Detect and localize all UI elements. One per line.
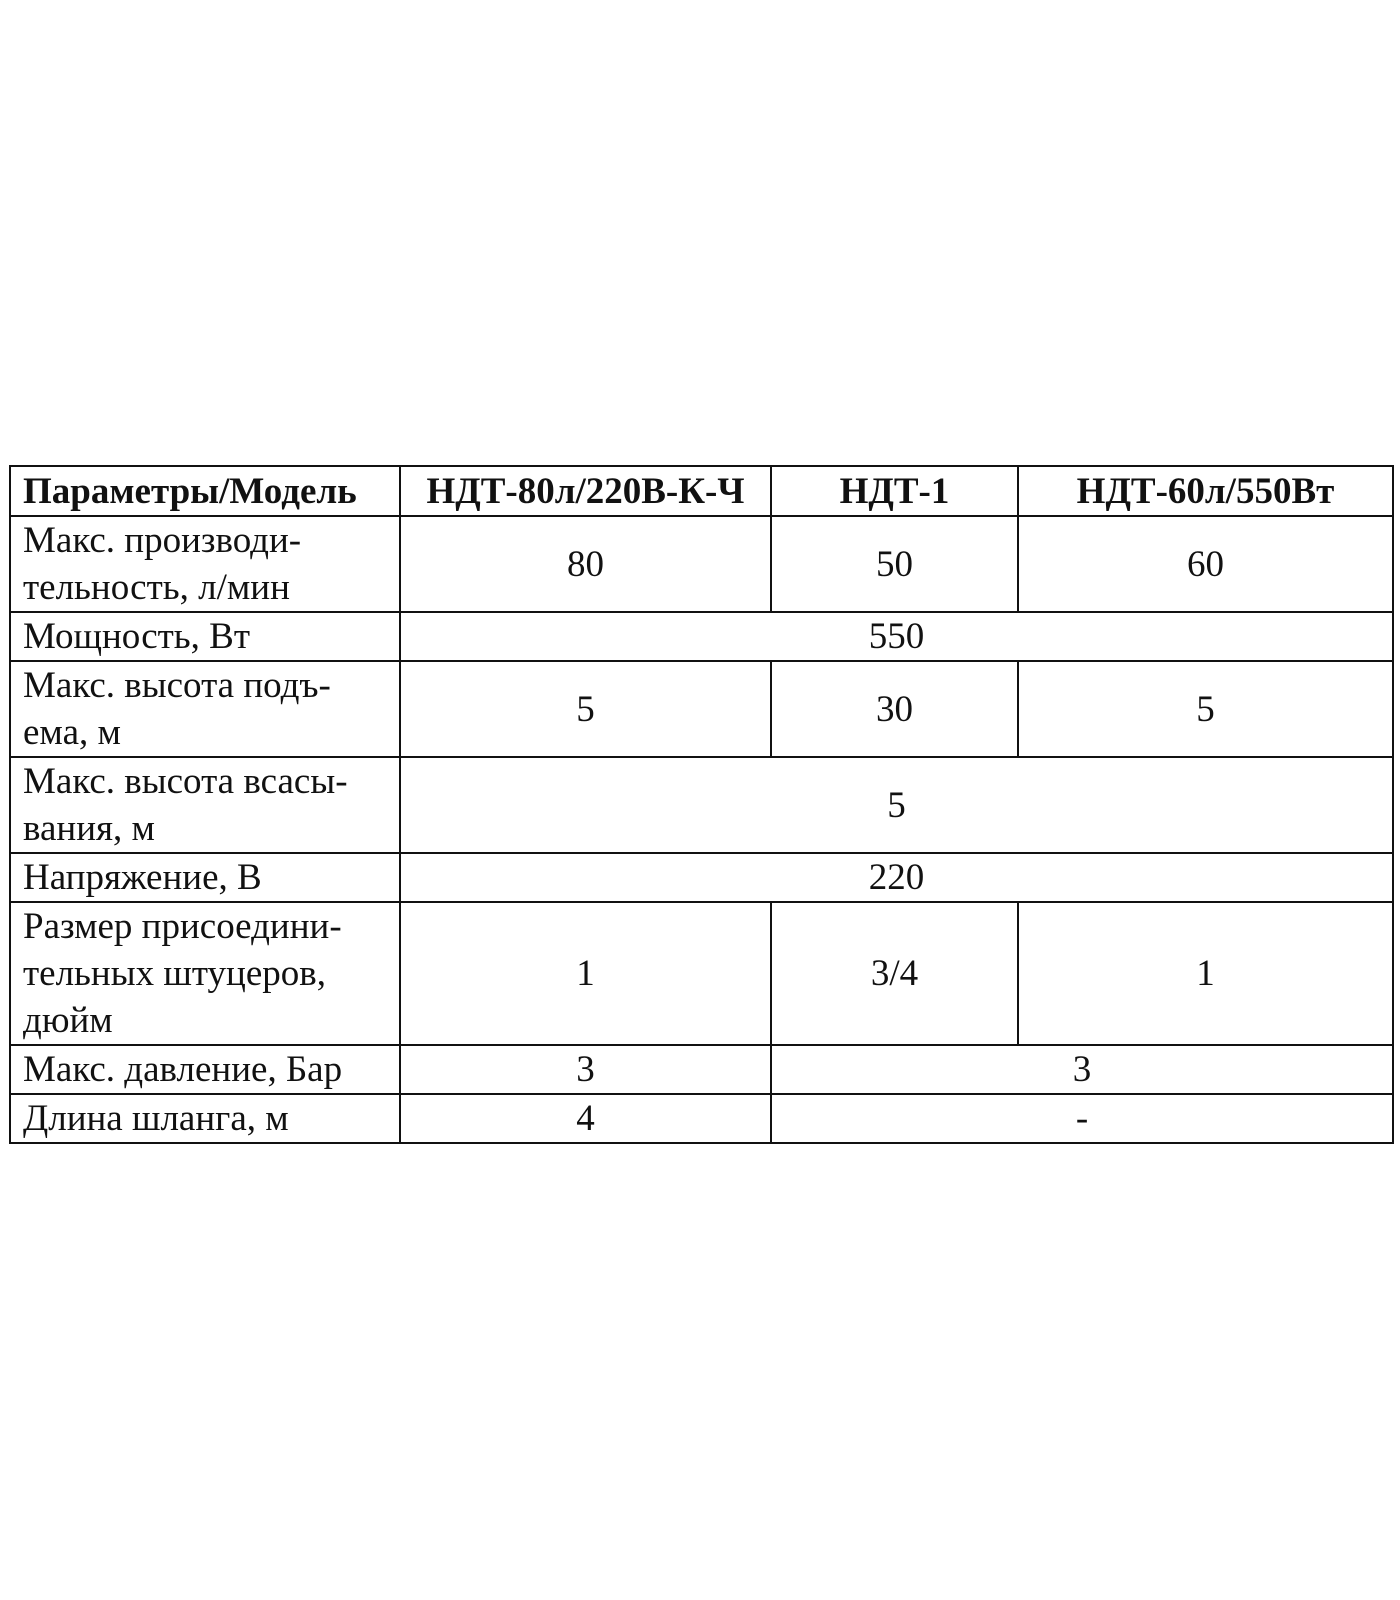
value-cell-merged: 550 (400, 612, 1393, 661)
header-model-ndt-1: НДТ-1 (771, 466, 1018, 516)
param-cell (10, 661, 400, 757)
param-text: тельность, л/мин (23, 567, 290, 608)
table-row (10, 516, 1393, 612)
param-text: Макс. высота подъ- (23, 665, 331, 706)
header-model-ndt-80: НДТ-80л/220В-К-Ч (400, 466, 771, 516)
value-cell: 5 (400, 661, 771, 757)
table-row (10, 1045, 1393, 1094)
specs-table (9, 465, 1394, 1144)
param-text: ема, м (23, 712, 121, 753)
param-cell (10, 516, 400, 612)
table-row (10, 1094, 1393, 1143)
param-text: Макс. давление, Бар (23, 1049, 343, 1090)
value-cell: 80 (400, 516, 771, 612)
table-row (10, 661, 1393, 757)
param-cell (10, 757, 400, 853)
value-cell-merged: - (771, 1094, 1393, 1143)
param-cell (10, 902, 400, 1045)
value-cell-merged: 220 (400, 853, 1393, 902)
value-cell: 1 (1018, 902, 1393, 1045)
table-row (10, 757, 1393, 853)
value-cell-merged: 5 (400, 757, 1393, 853)
param-text: Мощность, Вт (23, 616, 251, 657)
param-cell (10, 612, 400, 661)
param-text: тельных штуцеров, (23, 953, 326, 994)
param-text: дюйм (23, 1000, 113, 1041)
param-text: Макс. высота всасы- (23, 761, 348, 802)
header-model-ndt-60: НДТ-60л/550Вт (1018, 466, 1393, 516)
value-cell: 3 (400, 1045, 771, 1094)
table-row (10, 853, 1393, 902)
param-cell (10, 1094, 400, 1143)
value-cell: 50 (771, 516, 1018, 612)
value-cell: 5 (1018, 661, 1393, 757)
param-text: вания, м (23, 808, 155, 849)
param-text: Напряжение, В (23, 857, 262, 898)
param-cell (10, 853, 400, 902)
table-row (10, 902, 1393, 1045)
value-cell-merged: 3 (771, 1045, 1393, 1094)
param-text: Макс. производи- (23, 520, 302, 561)
param-cell (10, 1045, 400, 1094)
value-cell: 3/4 (771, 902, 1018, 1045)
header-parameters-model: Параметры/Модель (10, 466, 400, 516)
table-row (10, 612, 1393, 661)
value-cell: 4 (400, 1094, 771, 1143)
param-text: Размер присоедини- (23, 906, 342, 947)
value-cell: 1 (400, 902, 771, 1045)
value-cell: 60 (1018, 516, 1393, 612)
value-cell: 30 (771, 661, 1018, 757)
table-header-row (10, 466, 1393, 516)
param-text: Длина шланга, м (23, 1098, 289, 1139)
